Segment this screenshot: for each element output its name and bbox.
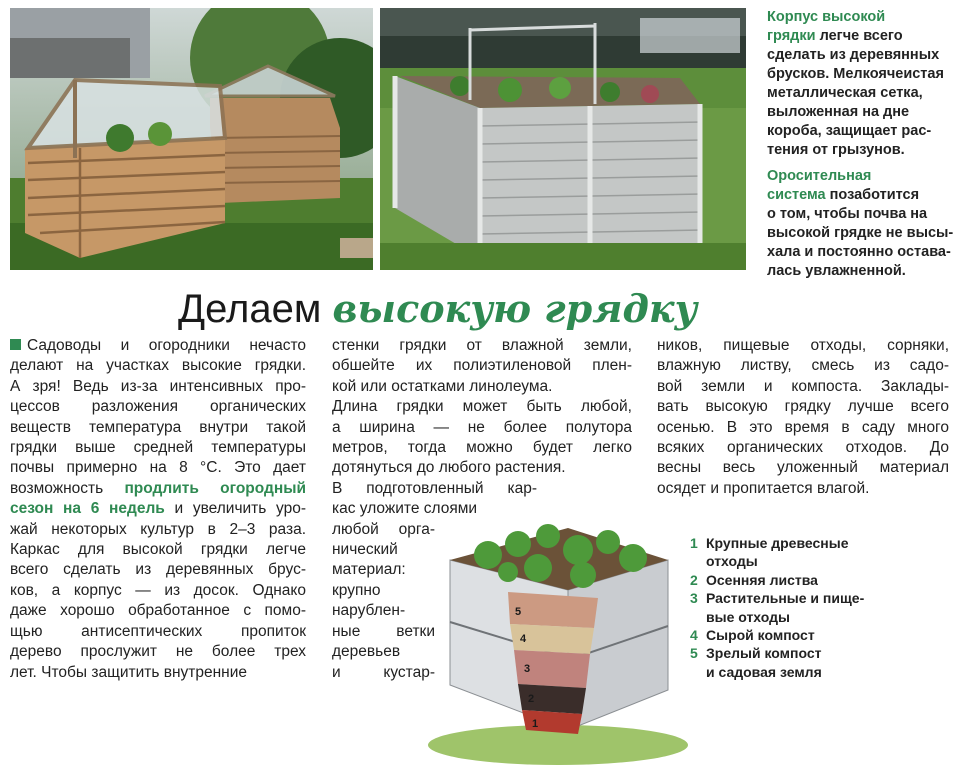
metal-raised-bed-illustration xyxy=(380,8,746,270)
caption-line xyxy=(767,243,955,262)
body-line: деревьев xyxy=(332,643,401,661)
caption-text: легче всего xyxy=(815,28,903,44)
caption-text: о том, чтобы почва на xyxy=(767,206,928,222)
caption-text: позаботится xyxy=(825,187,920,203)
legend-text: отходы xyxy=(706,553,758,570)
body-line: стенки грядки от влажной земли, xyxy=(332,337,632,354)
body-text: Каркас для высокой грядки легче xyxy=(10,541,306,559)
caption-text: лась увлажненной. xyxy=(767,263,906,279)
body-line: любой орга- xyxy=(332,520,435,538)
metal-raised-bed-photo xyxy=(380,8,746,270)
caption-line xyxy=(767,84,955,103)
body-line: осенью. В это время в саду много xyxy=(657,418,949,436)
caption-text: выложенная на дне xyxy=(767,104,910,120)
body-line: дотянуться до любого растения. xyxy=(332,459,566,477)
raised-bed-cutaway-svg xyxy=(418,520,688,766)
layer-label: 1 xyxy=(532,718,539,730)
article-title xyxy=(178,286,697,332)
body-line xyxy=(10,601,306,621)
caption-text: сделать из деревянных xyxy=(767,47,940,63)
body-line xyxy=(10,642,306,662)
body-line xyxy=(10,540,306,560)
caption-line xyxy=(767,224,955,243)
caption-line xyxy=(767,122,955,141)
body-line xyxy=(10,377,306,397)
caption-text: брусков. Мелкоячеистая xyxy=(767,66,944,82)
body-line: ников, пищевые отходы, сорняки, xyxy=(657,337,949,354)
body-line: весны весь уложенный материал xyxy=(657,459,949,477)
legend-text: и садовая земля xyxy=(706,663,822,680)
caption-line xyxy=(767,8,955,27)
legend-text: Растительные и пище- xyxy=(706,590,865,607)
body-line xyxy=(10,397,306,417)
layers-legend xyxy=(690,534,890,681)
body-line xyxy=(10,663,306,683)
legend-text: Осенняя листва xyxy=(706,571,818,588)
body-line: вать высокую грядку лучше всего xyxy=(657,398,949,416)
body-line: вой земли и компоста. Заклады- xyxy=(657,377,949,395)
body-text: жай некоторых культур в 2–3 раза. xyxy=(10,520,306,538)
legend-text: Зрелый компост xyxy=(706,645,822,662)
body-text: даже хорошо обработанное с помо- xyxy=(10,602,306,620)
layer-label: 3 xyxy=(524,663,531,675)
legend-item xyxy=(690,626,890,644)
paragraph-bullet-icon xyxy=(10,339,21,350)
body-text: щью антисептических пропиток xyxy=(10,622,306,640)
legend-item xyxy=(690,589,890,626)
body-line: ные ветки xyxy=(332,622,435,640)
caption-text: хала и постоянно остава- xyxy=(767,244,951,260)
caption-line xyxy=(767,205,955,224)
caption-text: короба, защищает рас- xyxy=(767,123,932,139)
body-line xyxy=(10,336,306,356)
body-line xyxy=(10,458,306,478)
body-line: Длина грядки может быть любой, xyxy=(332,398,632,416)
article-title-accent: высокую грядку xyxy=(332,286,698,331)
body-column-3 xyxy=(657,336,949,499)
article-title-plain: Делаем xyxy=(178,287,333,331)
caption-highlight: Корпус высокой xyxy=(767,9,886,25)
caption-highlight: грядки xyxy=(767,28,816,44)
legend-number: 3 xyxy=(690,590,698,607)
caption-line xyxy=(767,27,955,46)
body-text: веществ температура внутри такой xyxy=(10,418,306,436)
body-line: влажную листву, смесь из садо- xyxy=(657,357,949,375)
body-line: В подготовленный кар- xyxy=(332,479,537,497)
body-text: Садоводы и огородники нечасто xyxy=(27,337,306,354)
caption-highlight: система xyxy=(767,187,826,203)
body-text: ков, а корпус — из досок. Однако xyxy=(10,581,306,599)
caption-line xyxy=(767,103,955,122)
body-line: кас уложите слоями xyxy=(332,500,478,518)
legend-item xyxy=(690,571,890,589)
legend-text: вые отходы xyxy=(706,608,790,625)
body-line: кой или остатками линолеума. xyxy=(332,377,553,395)
caption-line xyxy=(767,65,955,84)
legend-item xyxy=(690,534,890,571)
body-column-1 xyxy=(10,336,306,683)
caption-line xyxy=(767,46,955,65)
body-line: всяких органических отходов. До xyxy=(657,439,949,457)
legend-text: Крупные древесные xyxy=(706,535,849,551)
body-line xyxy=(10,499,306,519)
legend-text: Сырой компост xyxy=(706,627,815,644)
body-line: материал: xyxy=(332,561,406,579)
body-text: делают на участках высокие грядки. xyxy=(10,357,306,375)
caption-line xyxy=(767,186,955,205)
body-line: и кустар- xyxy=(332,663,435,681)
body-text: почвы примерно на 8 °С. Это дает xyxy=(10,459,306,477)
caption-text: тения от грызунов. xyxy=(767,142,905,158)
caption-irrigation-paragraph xyxy=(767,167,955,281)
caption-text: высокой грядке не высы- xyxy=(767,225,954,241)
body-text: цессов разложения органических xyxy=(10,398,306,416)
caption-line xyxy=(767,167,955,186)
body-line: а ширина — не более полутора xyxy=(332,418,632,436)
body-line: крупно xyxy=(332,581,381,599)
body-line xyxy=(10,438,306,458)
body-line xyxy=(10,356,306,376)
body-highlight: сезон на 6 недель xyxy=(10,500,165,518)
caption-line xyxy=(767,262,955,281)
caption-highlight: Оросительная xyxy=(767,168,872,184)
body-line: осядет и пропитается влагой. xyxy=(657,479,870,497)
caption-line xyxy=(767,141,955,160)
legend-number: 2 xyxy=(690,571,698,588)
layer-label: 5 xyxy=(515,606,522,618)
body-text: грядки выше средней температуры xyxy=(10,439,306,457)
layer-label: 4 xyxy=(520,633,527,645)
body-line xyxy=(10,418,306,438)
body-line xyxy=(10,622,306,642)
body-text: дерево прослужит не более трех xyxy=(10,643,306,661)
caption-frame-paragraph xyxy=(767,8,955,160)
layer-5-ripe-compost xyxy=(508,592,598,628)
body-text: возможность xyxy=(10,479,125,497)
body-text: всего сделать из деревянных брус- xyxy=(10,561,306,579)
body-text: А зря! Ведь из-за интенсивных про- xyxy=(10,377,306,395)
raised-bed-layers-diagram xyxy=(418,520,688,766)
legend-item xyxy=(690,644,890,681)
body-text: лет. Чтобы защитить внутренние xyxy=(10,663,248,681)
body-line xyxy=(10,479,306,499)
wooden-raised-beds-photo xyxy=(10,8,373,270)
legend-number: 4 xyxy=(690,627,698,644)
legend-number: 1 xyxy=(690,535,698,551)
body-line xyxy=(10,560,306,580)
body-line: метров, тогда можно будет легко xyxy=(332,439,632,457)
body-line xyxy=(10,520,306,540)
legend-number: 5 xyxy=(690,645,698,662)
layer-label: 2 xyxy=(528,693,535,705)
wooden-raised-beds-illustration xyxy=(10,8,373,270)
photo-caption-sidebar xyxy=(767,8,955,288)
body-line: нарублен- xyxy=(332,602,406,620)
body-text: и увеличить уро- xyxy=(164,500,306,518)
body-line: обшейте их полиэтиленовой плен- xyxy=(332,357,632,375)
caption-text: металлическая сетка, xyxy=(767,85,923,101)
body-highlight: продлить огородный xyxy=(124,479,306,497)
body-line xyxy=(10,581,306,601)
body-line: нический xyxy=(332,541,398,559)
